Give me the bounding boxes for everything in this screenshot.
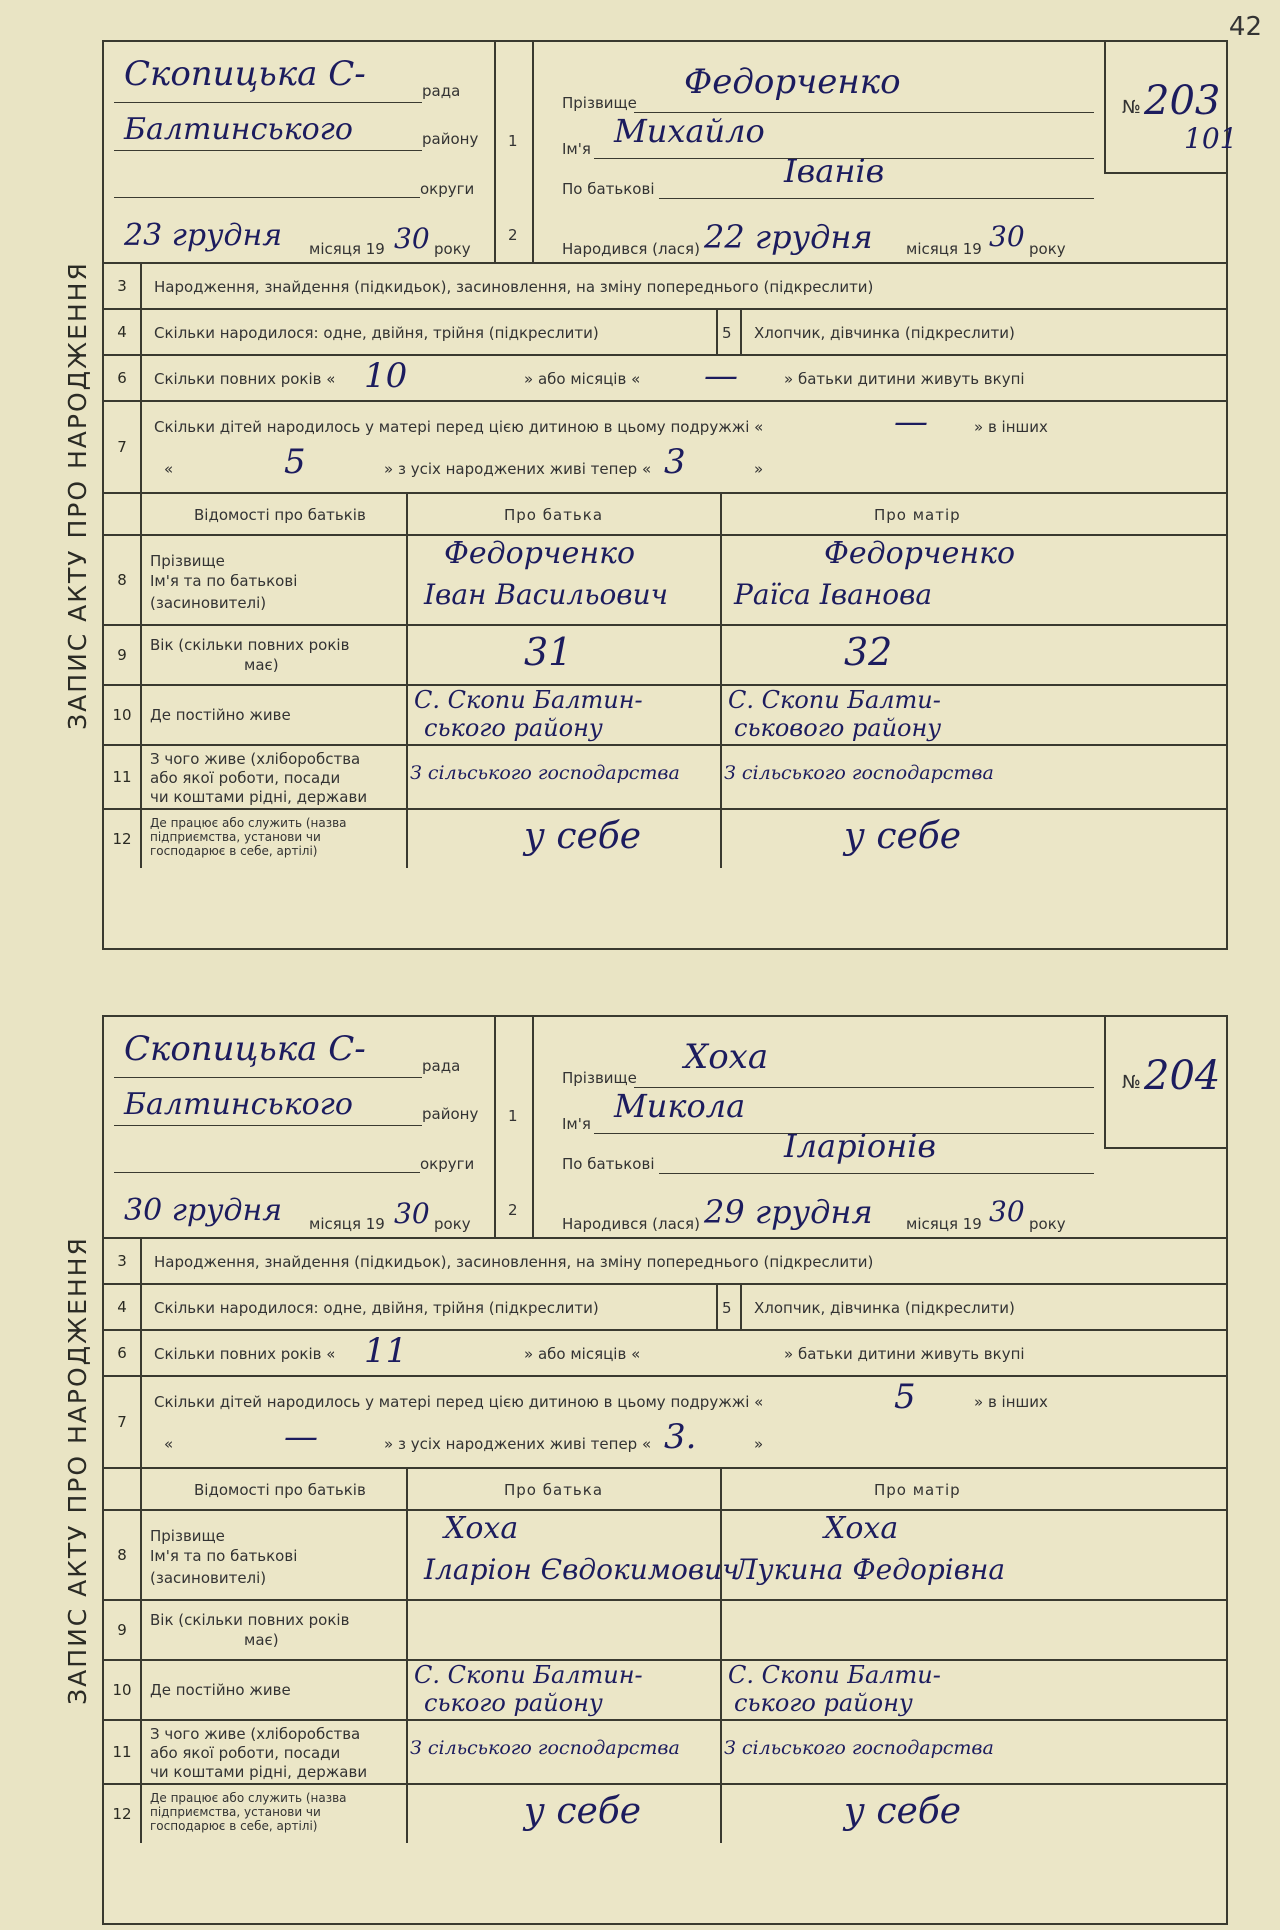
raion-label: району xyxy=(422,1105,479,1123)
row-num-3: 3 xyxy=(104,1239,142,1283)
registration-year: 30 xyxy=(394,1197,430,1230)
row7-quote: « xyxy=(164,1435,174,1453)
row6-months-label: » або місяців « xyxy=(524,1345,641,1363)
born-label: Народився (лася) xyxy=(562,240,700,258)
row5-text: Хлопчик, дівчинка (підкреслити) xyxy=(754,1299,1015,1317)
r8-l2: Ім'я та по батькові xyxy=(150,572,298,590)
okrugy-label: округи xyxy=(420,1155,475,1173)
row7-alive-label: » з усіх народжених живі тепер « xyxy=(384,1435,652,1453)
mother-residence-2: ськового району xyxy=(734,714,942,742)
child-patronymic: Іванів xyxy=(784,152,885,190)
birth-year-label: року xyxy=(1029,240,1066,258)
r8-l2: Ім'я та по батькові xyxy=(150,1547,298,1565)
rada-value: Скопицька С- xyxy=(124,1029,366,1069)
okrugy-label: округи xyxy=(420,180,475,198)
mother-name: Раїса Іванова xyxy=(734,578,933,611)
raion-value: Балтинського xyxy=(124,1087,353,1122)
record-number-sub: 101 xyxy=(1184,122,1238,155)
registration-date: 23 грудня xyxy=(124,218,283,253)
mother-work: у себе xyxy=(844,816,962,857)
number-label: № xyxy=(1122,97,1141,118)
row7-close: » xyxy=(754,1435,764,1453)
r9-l1: Вік (скільки повних років xyxy=(150,1611,350,1629)
father-surname: Хоха xyxy=(444,1511,519,1546)
mother-livelihood: З сільського господарства xyxy=(724,762,994,784)
row6-tail: » батьки дитини живуть вкупі xyxy=(784,370,1025,388)
name-label: Ім'я xyxy=(562,1115,591,1133)
child-surname: Федорченко xyxy=(684,62,901,102)
birth-year: 30 xyxy=(989,1195,1025,1228)
rada-label: рада xyxy=(422,1057,461,1075)
father-livelihood: З сільського господарства xyxy=(410,762,680,784)
row7-quote: « xyxy=(164,460,174,478)
reg-month-label: місяця 19 xyxy=(309,240,385,258)
father-surname: Федорченко xyxy=(444,536,636,571)
row-num-1: 1 xyxy=(508,1107,518,1125)
mother-residence-2: ського району xyxy=(734,1689,913,1717)
row-num-2: 2 xyxy=(508,226,518,244)
number-label: № xyxy=(1122,1072,1141,1093)
born-label: Народився (лася) xyxy=(562,1215,700,1233)
years-together: 11 xyxy=(364,1331,408,1371)
mother-name: Лукина Федорівна xyxy=(734,1553,1006,1586)
reg-year-label: року xyxy=(434,1215,471,1233)
child-surname: Хоха xyxy=(684,1037,769,1077)
r12-l1: Де працює або служить (назва xyxy=(150,816,347,830)
row-num-5: 5 xyxy=(722,324,732,342)
row4-text: Скільки народилося: одне, двійня, трійня (підкреслити) xyxy=(154,324,599,342)
father-name: Іларіон Євдокимович xyxy=(424,1553,740,1586)
children-in-marriage: 5 xyxy=(894,1377,916,1417)
r10-label: Де постійно живе xyxy=(150,1681,291,1699)
child-name: Михайло xyxy=(614,112,765,150)
r11-l1: З чого живе (хліборобства xyxy=(150,1725,361,1743)
years-together: 10 xyxy=(364,356,408,396)
row7-text: Скільки дітей народилось у матері перед цією дитиною в цьому подружжі « xyxy=(154,418,764,436)
r12-l2: підприємства, установи чи xyxy=(150,1805,321,1819)
row-num-11: 11 xyxy=(104,1721,142,1783)
parents-info-header: Відомості про батьків xyxy=(194,506,366,524)
row-num-2: 2 xyxy=(508,1201,518,1219)
children-other: — xyxy=(284,1417,318,1457)
r11-l3: чи коштами рідні, держави xyxy=(150,1763,368,1781)
row7-alive-label: » з усіх народжених живі тепер « xyxy=(384,460,652,478)
side-title: ЗАПИС АКТУ ПРО НАРОДЖЕННЯ xyxy=(62,1235,92,1705)
r9-l1: Вік (скільки повних років xyxy=(150,636,350,654)
father-name: Іван Васильович xyxy=(424,578,669,611)
birth-month-label: місяця 19 xyxy=(906,1215,982,1233)
surname-label: Прізвище xyxy=(562,1069,637,1087)
row-num-3: 3 xyxy=(104,264,142,308)
row4-text: Скільки народилося: одне, двійня, трійня (підкреслити) xyxy=(154,1299,599,1317)
mother-header: Про матір xyxy=(874,1481,961,1499)
r9-l2: має) xyxy=(244,1631,279,1649)
row7-other: » в інших xyxy=(974,418,1048,436)
record-number: 203 xyxy=(1144,78,1221,124)
row-num-7: 7 xyxy=(104,402,142,492)
row-num-12: 12 xyxy=(104,810,142,868)
row-num-11: 11 xyxy=(104,746,142,808)
birth-month-label: місяця 19 xyxy=(906,240,982,258)
row6-years-label: Скільки повних років « xyxy=(154,370,336,388)
months-together: — xyxy=(704,356,738,396)
father-residence-1: С. Скопи Балтин- xyxy=(414,1661,643,1689)
children-in-marriage: — xyxy=(894,402,928,442)
page-number: 42 xyxy=(1228,12,1262,42)
mother-residence-1: С. Скопи Балти- xyxy=(728,1661,941,1689)
surname-label: Прізвище xyxy=(562,94,637,112)
r8-l3: (засиновителі) xyxy=(150,1569,267,1587)
r11-l2: або якої роботи, посади xyxy=(150,769,341,787)
father-header: Про батька xyxy=(504,506,604,524)
row-num-5: 5 xyxy=(722,1299,732,1317)
father-work: у себе xyxy=(524,816,642,857)
row-num-10: 10 xyxy=(104,1661,142,1719)
raion-label: району xyxy=(422,130,479,148)
record-form xyxy=(102,40,1238,950)
record-form xyxy=(102,1015,1228,1925)
row-num-12: 12 xyxy=(104,1785,142,1843)
mother-livelihood: З сільського господарства xyxy=(724,1737,994,1759)
birth-date: 29 грудня xyxy=(704,1193,873,1231)
birth-date: 22 грудня xyxy=(704,218,873,256)
children-alive: 3 xyxy=(664,442,686,482)
mother-header: Про матір xyxy=(874,506,961,524)
children-alive: 3. xyxy=(664,1417,697,1457)
row-num-8: 8 xyxy=(104,536,142,624)
row-num-4: 4 xyxy=(104,1285,142,1329)
name-label: Ім'я xyxy=(562,140,591,158)
row-num-6: 6 xyxy=(104,356,142,400)
row5-text: Хлопчик, дівчинка (підкреслити) xyxy=(754,324,1015,342)
record-number: 204 xyxy=(1144,1053,1221,1099)
r8-l3: (засиновителі) xyxy=(150,594,267,612)
father-work: у себе xyxy=(524,1791,642,1832)
children-other: 5 xyxy=(284,442,306,482)
row-num-6: 6 xyxy=(104,1331,142,1375)
father-residence-2: ського району xyxy=(424,714,603,742)
reg-month-label: місяця 19 xyxy=(309,1215,385,1233)
patronymic-label: По батькові xyxy=(562,180,655,198)
birth-year: 30 xyxy=(989,220,1025,253)
child-patronymic: Іларіонів xyxy=(784,1127,937,1165)
father-livelihood: З сільського господарства xyxy=(410,1737,680,1759)
mother-residence-1: С. Скопи Балти- xyxy=(728,686,941,714)
rada-label: рада xyxy=(422,82,461,100)
r11-l3: чи коштами рідні, держави xyxy=(150,788,368,806)
row7-text: Скільки дітей народилось у матері перед цією дитиною в цьому подружжі « xyxy=(154,1393,764,1411)
row7-close: » xyxy=(754,460,764,478)
reg-year-label: року xyxy=(434,240,471,258)
row-num-7: 7 xyxy=(104,1377,142,1467)
r8-l1: Прізвище xyxy=(150,552,225,570)
raion-value: Балтинського xyxy=(124,112,353,147)
registration-date: 30 грудня xyxy=(124,1193,283,1228)
r11-l2: або якої роботи, посади xyxy=(150,1744,341,1762)
father-header: Про батька xyxy=(504,1481,604,1499)
row6-tail: » батьки дитини живуть вкупі xyxy=(784,1345,1025,1363)
r12-l2: підприємства, установи чи xyxy=(150,830,321,844)
row6-months-label: » або місяців « xyxy=(524,370,641,388)
row-num-1: 1 xyxy=(508,132,518,150)
mother-surname: Хоха xyxy=(824,1511,899,1546)
row-num-8: 8 xyxy=(104,1511,142,1599)
registration-year: 30 xyxy=(394,222,430,255)
row-num-10: 10 xyxy=(104,686,142,744)
birth-year-label: року xyxy=(1029,1215,1066,1233)
row3-text: Народження, знайдення (підкидьок), засиновлення, на зміну попереднього (підкреслити) xyxy=(154,278,874,296)
r8-l1: Прізвище xyxy=(150,1527,225,1545)
rada-value: Скопицька С- xyxy=(124,54,366,94)
r12-l3: господарює в себе, артілі) xyxy=(150,1819,318,1833)
father-age: 31 xyxy=(524,630,573,674)
mother-surname: Федорченко xyxy=(824,536,1016,571)
patronymic-label: По батькові xyxy=(562,1155,655,1173)
row-num-4: 4 xyxy=(104,310,142,354)
row-num-9: 9 xyxy=(104,626,142,684)
mother-work: у себе xyxy=(844,1791,962,1832)
row-num-9: 9 xyxy=(104,1601,142,1659)
row7-other: » в інших xyxy=(974,1393,1048,1411)
row3-text: Народження, знайдення (підкидьок), засиновлення, на зміну попереднього (підкреслити) xyxy=(154,1253,874,1271)
r9-l2: має) xyxy=(244,656,279,674)
side-title: ЗАПИС АКТУ ПРО НАРОДЖЕННЯ xyxy=(62,260,92,730)
father-residence-2: ського району xyxy=(424,1689,603,1717)
r12-l1: Де працює або служить (назва xyxy=(150,1791,347,1805)
r12-l3: господарює в себе, артілі) xyxy=(150,844,318,858)
mother-age: 32 xyxy=(844,630,893,674)
r10-label: Де постійно живе xyxy=(150,706,291,724)
r11-l1: З чого живе (хліборобства xyxy=(150,750,361,768)
child-name: Микола xyxy=(614,1087,746,1125)
row6-years-label: Скільки повних років « xyxy=(154,1345,336,1363)
parents-info-header: Відомості про батьків xyxy=(194,1481,366,1499)
father-residence-1: С. Скопи Балтин- xyxy=(414,686,643,714)
